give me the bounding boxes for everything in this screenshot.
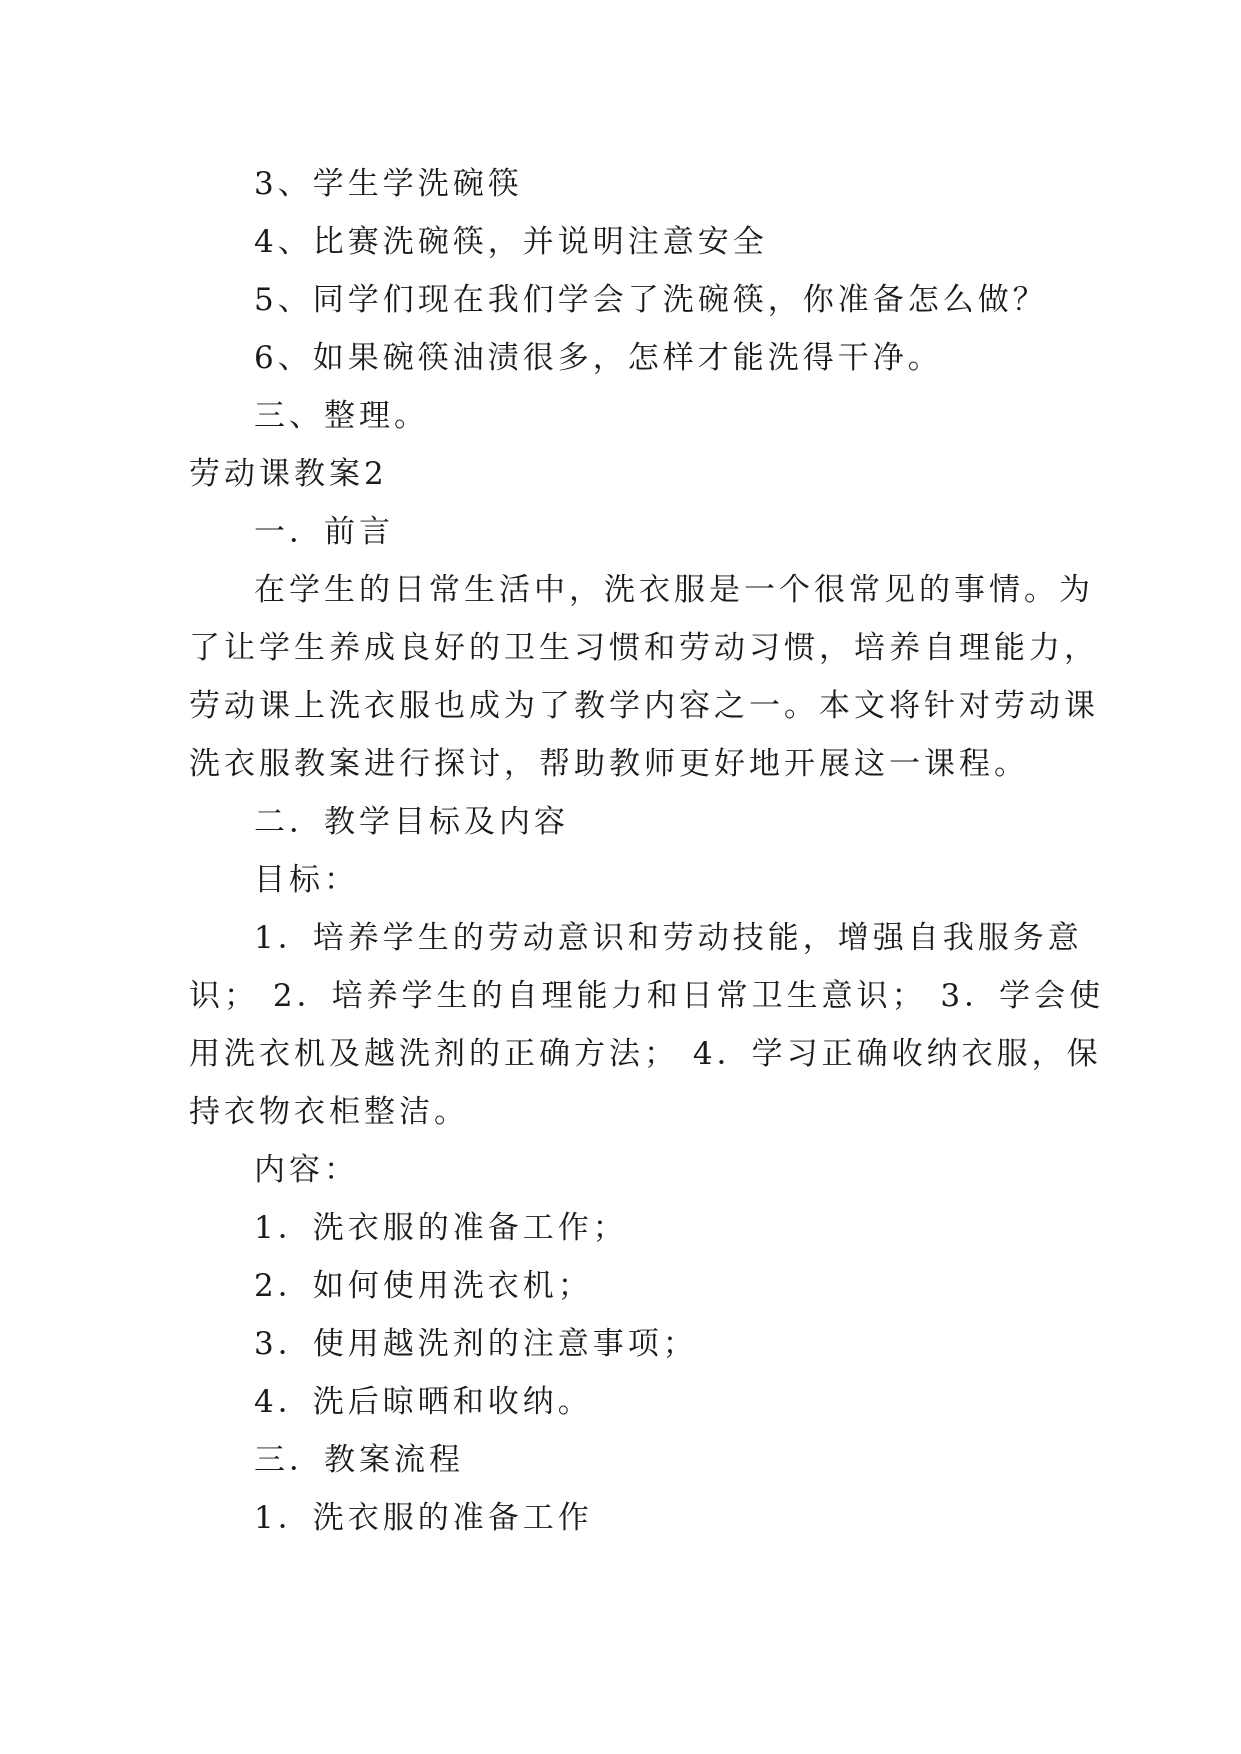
preface-line-4: 洗衣服教案进行探讨，帮助教师更好地开展这一课程。 [189, 746, 1029, 782]
process-step-1: 1．洗衣服的准备工作 [254, 1500, 593, 1536]
process-heading: 三．教案流程 [254, 1442, 464, 1478]
step-5-text: 5、同学们现在我们学会了洗碗筷，你准备怎么做？ [254, 282, 1048, 318]
tidy-up-heading: 三、整理。 [254, 398, 429, 434]
lesson-plan-2-title: 劳动课教案2 [189, 456, 388, 492]
content-item-1: 1．洗衣服的准备工作； [254, 1210, 628, 1246]
step-3-text: 3、学生学洗碗筷 [254, 166, 523, 202]
goals-content-heading: 二．教学目标及内容 [254, 804, 569, 840]
step-6-text: 6、如果碗筷油渍很多，怎样才能洗得干净。 [254, 340, 943, 376]
goals-line-1: 1．培养学生的劳动意识和劳动技能，增强自我服务意 [254, 920, 1083, 956]
content-item-4: 4．洗后晾晒和收纳。 [254, 1384, 593, 1420]
preface-paragraph [189, 570, 1099, 802]
preface-line-2: 了让学生养成良好的卫生习惯和劳动习惯，培养自理能力， [189, 630, 1099, 666]
goals-paragraph [189, 918, 1105, 1150]
content-label: 内容： [254, 1152, 359, 1188]
content-item-2: 2．如何使用洗衣机； [254, 1268, 593, 1304]
goals-label: 目标： [254, 862, 359, 898]
step-4-text: 4、比赛洗碗筷，并说明注意安全 [254, 224, 768, 260]
preface-heading: 一．前言 [254, 514, 394, 550]
goals-line-4: 持衣物衣柜整洁。 [189, 1094, 469, 1130]
content-item-3: 3．使用越洗剂的注意事项； [254, 1326, 698, 1362]
goals-line-3: 用洗衣机及越洗剂的正确方法； 4．学习正确收纳衣服，保 [189, 1036, 1102, 1072]
preface-line-1: 在学生的日常生活中，洗衣服是一个很常见的事情。为 [254, 572, 1094, 608]
goals-line-2: 识； 2．培养学生的自理能力和日常卫生意识； 3．学会使 [189, 978, 1105, 1014]
preface-line-3: 劳动课上洗衣服也成为了教学内容之一。本文将针对劳动课 [189, 688, 1099, 724]
